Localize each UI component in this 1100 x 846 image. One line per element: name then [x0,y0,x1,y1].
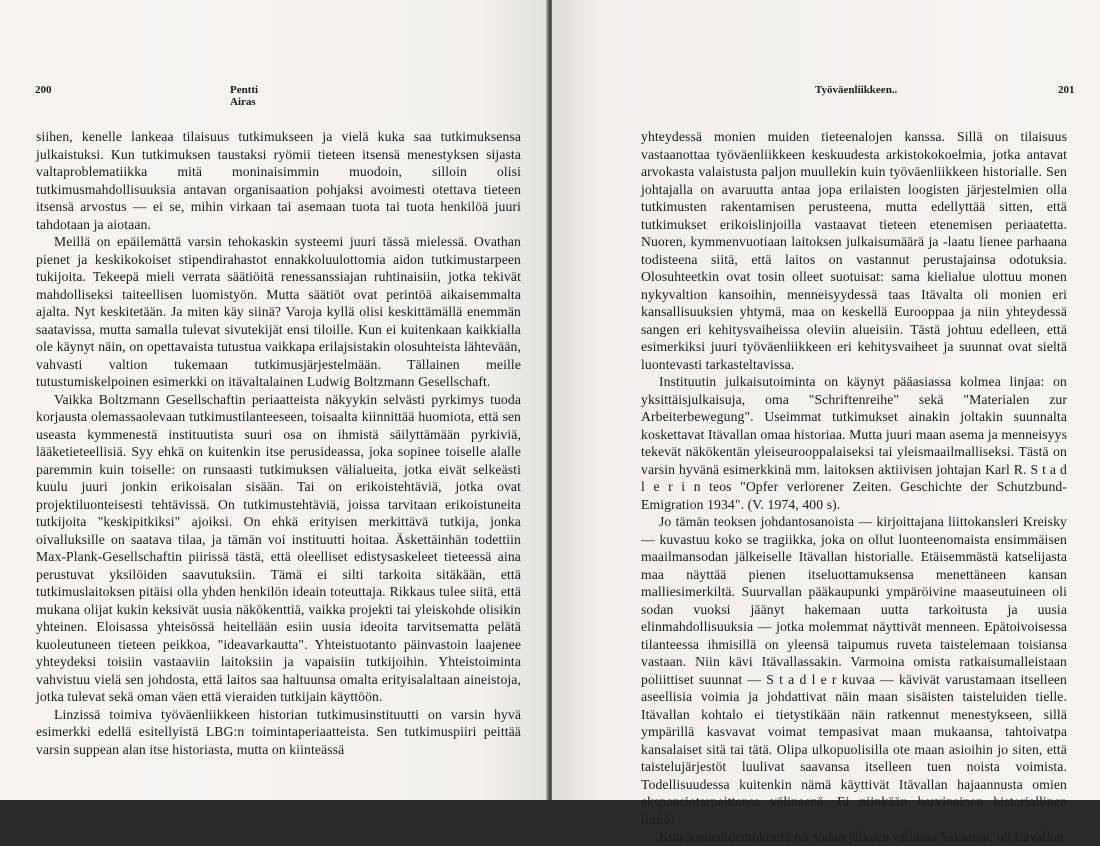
paragraph: Instituutin julkaisutoiminta on käynyt pääasiassa kolmea linjaa: on yksittäisjulkaisuja, oma "Schriftenreihe" sekä "Materialen zur Arbeiterbewegung". Useimmat tutkimukset ainakin joltakin suunnalta koskettavat Itävallan omaa historiaa. Mutta juuri maan asema ja menneisyys tekevät näkökentän yleiseurooppalaiseksi tai yleismaailmalliseksi. Tästä on varsin hyvänä esimerkkinä mm. laitoksen aktiivisen johtajan Karl R. S t a d l e r i n teos "Opfer verlorener Zeiten. Geschichte der Schutzbund-Emigration 1934". (V. 1974, 400 s). [641,374,1067,512]
page-number: 201 [1058,84,1075,96]
paragraph: Vaikka Boltzmann Gesellschaftin periaatteista näkyykin selvästi pyrkimys tuoda korjausta olemassaolevaan tutkimustilanteeseen, toisaalta kiinnittää huomiota, että sen useasta kymmenestä instituutista suuri osa on ihmistä säilyttämään pyrkiviä, lääketieteellisiä. Syy ehkä on kuitenkin itse perusideassa, joka sopinee toiselle alalle paremmin kuin toiselle: on runsaasti tutkimuksen välialueita, jotka eivät selkeästi kuulu juuri jonkin erikoisalan sisään. Tai on erikoistehtäviä, jotka ovat projektiluonteisesti tehtävissä. On tutkimustehtäviä, joissa tarvitaan erikoistuneita tutkijoita "keskipitkiksi" ajoiksi. On ehkä erityisen merkittävä tutkija, jonka oivalluksille on saatava tilaa, ja tämän voi instituutti hoitaa. Äskettäinhän todettiin Max-Plank-Gesellschaftin piirissä tästä, että oleelliset edistysaskeleet tieteessä aina perustuvat yksilöiden saavutuksiin. Tämä ei silti tarkoita sitäkään, että tutkimuslaitoksen pitäisi olla yhden henkilön ideain toteuttaja. Rikkaus tulee siitä, että mukana olijat kukin keksivät uusia näkökenttiä, vaikka projekti tai yleiskohde olisikin yhteinen. Eloisassa yhteisössä heitellään esiin uusia ideoita tarvitsematta pelätä kuoleutuneen tieteen peikkoa, "ideavarkautta". Yhteistuotanto päinvastoin laajenee yhteydeksi toisiin vastaaviin laitoksiin ja vapaisiin tutkijoihin. Yhteistoiminta vahvistuu vielä sen johdosta, että laitos saa haltuunsa omalta erityisalaltaan aineistoja, jotka tulevat sekä oman väen että vieraiden tutkijain käyttöön. [36,391,521,704]
paragraph: yhteydessä monien muiden tieteenalojen kanssa. Sillä on tilaisuus vastaanottaa työväenliikkeen keskuudesta arkistokokoelmia, jotka antavat arvokasta valaistusta paljon muullekin kuin työväenliikkeen historialle. Sen johtajalla on avaruutta antaa jopa erilaisten loogisten järjestelmien olla tutkimusten rakentamisen perusteena, mutta edellyttää sitten, että tutkimukset erikoislinjoilla vastaavat tieteen etenemisen periaatetta. Nuoren, kymmenvuotiaan laitoksen julkaisumäärä ja -laatu lienee parhaana todisteena siitä, että laitos on vastannut perustajainsa odotuksia. Olosuhteetkin ovat tosin olleet suotuisat: sama kielialue ulottuu monen nykyvaltion kansoihin, menneisyydessä taas Itävalta oli monien eri kansallisuuksien yhtymä, maa on keskellä Eurooppaa ja niin yhteydessä sangen eri kehitysvaiheissa oleviin alueisiin. Tästä johtuu edelleen, että esimerkiksi juuri työväenliikkeen eri kehitysvaiheet ja suunnat ovat sieltä luontevasti tarkasteltavissa. [641,129,1067,372]
left-page-body [36,128,521,758]
paragraph: Jo tämän teoksen johdantosanoista — kirjoittajana liittokansleri Kreisky — kuvastuu koko se tragiikka, joka on ollut luonteenomaista ensimmäisen maailmansodan jälkeiselle Itävallan historialle. Etäisemmästä katselijasta maa näyttää pienen itseluottamuksensa menettäneen kansan malliesimerkiltä. Suurvallan pääkaupunki ympäröivine maaseutuineen oli sodan vuoksi jäänyt hakemaan uutta tarkoitusta ja uusia elinmahdollisuuksia — jotka molemmat näyttivät menneen. Epätoivoisessa tilanteessa ihmisillä on yleensä taipumus ruveta taistelemaan toisiansa vastaan. Niin kävi Itävallassakin. Varmoina omista ratkaisumalleistaan poliittiset suunnat — S t a d l e r kuvaa — kävivät varustamaan itselleen aseellisia voimia ja johdattivat näin maan sisäisten taisteluiden tielle. Itävallan kohtalo ei tietystikään näin ratkennut menestykseen, sillä ympärillä kasvavat voimat tempasivat maan mukaansa, tahtoivatpa kansalaiset sitä tai tätä. Olipa ulkopuolisilla ote maan asioihin jo siten, että taistelujärjestöt luulivat saavansa itselleen tuen noista voimista. Todellisuudessa kuitenkin nämä käyttivät Itävallan hajaannusta omien ekspansiotarpeittensa välineenä. Ei niinkään harvinainen historiallinen ilmiö! [641,514,1067,827]
paragraph: Kun sosiaalidemokratia oli sodan jälkeen vallassa Saksassa, oli Itävallan [659,829,1064,844]
paragraph: Meillä on epäilemättä varsin tehokaskin systeemi juuri tässä mielessä. Ovathan pienet ja keskikokoiset stipendirahastot ennakkoluulottomia aidon tutkimustarpeen tukijoita. Tekeepä mieli verrata säätiöitä renessanssiajan ruhtinaisiin, jotka tekivät mahdolliseksi taiteellisen luomistyön. Mutta säätiöt ovat perintöä aikaisemmalta ajalta. Nyt keskitetään. Ja miten käy siinä? Varoja kyllä olisi keskittämällä enemmän saatavissa, mutta samalla tulevat sivutekijät ensi tiloille. Kun ei kuitenkaan kaikkialla ole käynyt näin, on opettavaista tutustua vaikkapa erilajsistakin olosuhteista lähtevään, vahvasti valtion tukemaan tutkimusjärjestelmään. Tällainen meille tutustumiskelpoinen esimerkki on itävaltalainen Ludwig Boltzmann Gesellschaft. [36,234,521,389]
running-head: Pentti Airas [230,84,259,108]
running-head: Työväenliikkeen.. [815,84,898,96]
paragraph: Linzissä toimiva työväenliikkeen historian tutkimusinstituutti on varsin hyvä esimerkki edellä esitellyistä LBG:n toimintaperiaatteista. Sen tutkimuspiiri peittää varsin suppean alan itse historiasta, mutta on kiinteässä [36,706,521,757]
page-number: 200 [35,84,52,96]
left-page [0,0,548,800]
right-page [552,0,1100,844]
paragraph: siihen, kenelle lankeaa tilaisuus tutkimukseen ja vielä kuka saa tutkimuksensa julkaistuksi. Kun tutkimuksen taustaksi ryömii tieteen itsensä menestyksen sijasta valtaproblematiikka mitä moninaisimmin muodoin, silloin olisi tutkimusmahdollisuuksia antavan organisaation pohjaksi avoimesti otettava tieteen itsensä arvostus — ei se, mihin virkaan tai asemaan tuota tai tuota henkilöä juuri tahdotaan ja aiotaan. [36,129,521,232]
right-page-body [641,128,1067,846]
